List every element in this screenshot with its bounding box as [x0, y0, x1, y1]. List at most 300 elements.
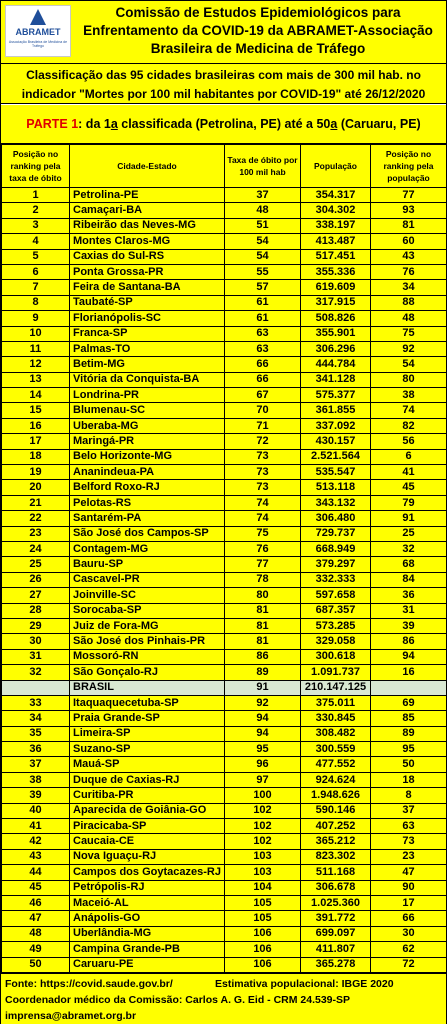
cell-rate: 73 — [225, 449, 301, 464]
cell-rank: 8 — [2, 295, 70, 310]
cell-rate: 51 — [225, 218, 301, 233]
cell-city: Vitória da Conquista-BA — [70, 372, 225, 387]
cell-population: 1.025.360 — [301, 895, 371, 910]
cell-rank: 2 — [2, 203, 70, 218]
table-row — [2, 264, 447, 279]
cell-rate: 71 — [225, 418, 301, 433]
cell-city: São Gonçalo-RJ — [70, 665, 225, 680]
table-row — [2, 880, 447, 895]
cell-rate: 106 — [225, 926, 301, 941]
table-row — [2, 695, 447, 710]
table-row — [2, 372, 447, 387]
cell-rank: 10 — [2, 326, 70, 341]
cell-city: São José dos Pinhais-PR — [70, 634, 225, 649]
table-row — [2, 203, 447, 218]
subtitle-line: indicador "Mortes por 100 mil habitantes por COVID-19" até 26/12/2020 — [21, 87, 426, 101]
cell-city: Maceió-AL — [70, 895, 225, 910]
cell-rate: 94 — [225, 726, 301, 741]
cell-pop-rank: 69 — [371, 695, 447, 710]
page-title — [73, 4, 443, 58]
table-row — [2, 326, 447, 341]
cell-pop-rank: 50 — [371, 757, 447, 772]
cell-rate: 37 — [225, 188, 301, 203]
cell-pop-rank: 34 — [371, 280, 447, 295]
table-row — [2, 618, 447, 633]
cell-population: 332.333 — [301, 572, 371, 587]
table-row — [2, 188, 447, 203]
table-row — [2, 280, 447, 295]
cell-rank: 42 — [2, 834, 70, 849]
cell-rate: 61 — [225, 295, 301, 310]
cell-pop-rank: 18 — [371, 772, 447, 787]
cell-population: 304.302 — [301, 203, 371, 218]
cell-rank: 5 — [2, 249, 70, 264]
cell-city: Blumenau-SC — [70, 403, 225, 418]
table-row — [2, 942, 447, 957]
cell-pop-rank: 66 — [371, 911, 447, 926]
part-text-b: classificada (Petrolina, PE) até a 50 — [117, 117, 331, 131]
cell-pop-rank: 81 — [371, 218, 447, 233]
cell-city: Itaquaquecetuba-SP — [70, 695, 225, 710]
part-ordinal-a: a — [110, 117, 118, 131]
cell-pop-rank: 38 — [371, 388, 447, 403]
cell-rank: 32 — [2, 665, 70, 680]
table-row — [2, 957, 447, 972]
table-row — [2, 526, 447, 541]
cell-rate: 70 — [225, 403, 301, 418]
cell-population: 619.609 — [301, 280, 371, 295]
subtitle-line: Classificação das 95 cidades brasileiras com mais de 300 mil hab. no — [26, 68, 421, 82]
cell-pop-rank: 39 — [371, 618, 447, 633]
cell-pop-rank: 31 — [371, 603, 447, 618]
cell-population: 1.091.737 — [301, 665, 371, 680]
cell-city: Santarém-PA — [70, 511, 225, 526]
table-row — [2, 572, 447, 587]
cell-rate: 89 — [225, 665, 301, 680]
cell-city: Franca-SP — [70, 326, 225, 341]
cell-city: Ponta Grossa-PR — [70, 264, 225, 279]
cell-population: 355.901 — [301, 326, 371, 341]
cell-population: 365.278 — [301, 957, 371, 972]
cell-rank: 34 — [2, 711, 70, 726]
table-row — [2, 434, 447, 449]
col-header-rank: Posição no ranking pela taxa de óbito — [2, 145, 70, 188]
title-line: Brasileira de Medicina de Tráfego — [150, 41, 366, 56]
cell-population: 517.451 — [301, 249, 371, 264]
cell-city: Piracicaba-SP — [70, 819, 225, 834]
cell-rank: 47 — [2, 911, 70, 926]
cell-city: Joinville-SC — [70, 588, 225, 603]
cell-rank: 15 — [2, 403, 70, 418]
cell-rate: 54 — [225, 234, 301, 249]
cell-population: 354.317 — [301, 188, 371, 203]
table-header-row — [2, 145, 447, 188]
cell-city: Caxias do Sul-RS — [70, 249, 225, 264]
table-row — [2, 311, 447, 326]
cell-rank: 20 — [2, 480, 70, 495]
table-row — [2, 234, 447, 249]
cell-rate: 81 — [225, 618, 301, 633]
footer-coordinator: Coordenador médico da Comissão: Carlos A. G. Eid - CRM 24.539-SP — [5, 994, 351, 1006]
table-row — [2, 649, 447, 664]
cell-pop-rank: 32 — [371, 541, 447, 556]
cell-pop-rank: 17 — [371, 895, 447, 910]
cell-population: 306.296 — [301, 341, 371, 356]
cell-rank: 44 — [2, 865, 70, 880]
cell-city: Belford Roxo-RJ — [70, 480, 225, 495]
cell-rate: 95 — [225, 742, 301, 757]
cell-rate: 106 — [225, 942, 301, 957]
cell-rate: 94 — [225, 711, 301, 726]
cell-population: 575.377 — [301, 388, 371, 403]
cell-population: 341.128 — [301, 372, 371, 387]
cell-pop-rank: 95 — [371, 742, 447, 757]
table-row — [2, 218, 447, 233]
table-row — [2, 388, 447, 403]
cell-city: Uberlândia-MG — [70, 926, 225, 941]
logo-name: ABRAMET — [15, 27, 61, 37]
cell-rank: 9 — [2, 311, 70, 326]
cell-rank: 26 — [2, 572, 70, 587]
part-text-c: (Caruaru, PE) — [337, 117, 421, 131]
brasil-row — [2, 680, 447, 695]
cell-population: 699.097 — [301, 926, 371, 941]
cell-rate: 106 — [225, 957, 301, 972]
cell-rate: 92 — [225, 695, 301, 710]
table-row — [2, 495, 447, 510]
cell-pop-rank: 23 — [371, 849, 447, 864]
cell-pop-rank: 30 — [371, 926, 447, 941]
cell-city: Maringá-PR — [70, 434, 225, 449]
cell-pop-rank: 91 — [371, 511, 447, 526]
cell-pop-rank: 74 — [371, 403, 447, 418]
cell-city: Taubaté-SP — [70, 295, 225, 310]
cell-pop-rank: 56 — [371, 434, 447, 449]
cell-rate: 67 — [225, 388, 301, 403]
cell-pop-rank: 88 — [371, 295, 447, 310]
cell-city: Florianópolis-SC — [70, 311, 225, 326]
cell-pop-rank: 8 — [371, 788, 447, 803]
cell-population: 300.618 — [301, 649, 371, 664]
cell-rate: 61 — [225, 311, 301, 326]
cell-population: 511.168 — [301, 865, 371, 880]
cell-pop-rank: 45 — [371, 480, 447, 495]
cell-population: 365.212 — [301, 834, 371, 849]
header — [1, 1, 446, 64]
table-row — [2, 634, 447, 649]
cell-rank: 4 — [2, 234, 70, 249]
cell-rate: 66 — [225, 357, 301, 372]
cell-city: Ribeirão das Neves-MG — [70, 218, 225, 233]
cell-population: 317.915 — [301, 295, 371, 310]
cell-city: Campina Grande-PB — [70, 942, 225, 957]
cell-population: 668.949 — [301, 541, 371, 556]
cell-population: 924.624 — [301, 772, 371, 787]
cell-pop-rank — [371, 680, 447, 695]
cell-city: Duque de Caxias-RJ — [70, 772, 225, 787]
cell-rank: 46 — [2, 895, 70, 910]
cell-pop-rank: 68 — [371, 557, 447, 572]
cell-pop-rank: 86 — [371, 634, 447, 649]
table-row — [2, 772, 447, 787]
table-row — [2, 926, 447, 941]
table-row — [2, 541, 447, 556]
table-row — [2, 865, 447, 880]
cell-city: Caucaia-CE — [70, 834, 225, 849]
cell-population: 300.559 — [301, 742, 371, 757]
cell-population: 329.058 — [301, 634, 371, 649]
table-row — [2, 465, 447, 480]
cell-city: Feira de Santana-BA — [70, 280, 225, 295]
cell-population: 411.807 — [301, 942, 371, 957]
cell-pop-rank: 93 — [371, 203, 447, 218]
table-row — [2, 511, 447, 526]
cell-rate: 74 — [225, 495, 301, 510]
abramet-logo — [5, 5, 71, 57]
cell-population: 535.547 — [301, 465, 371, 480]
table-row — [2, 819, 447, 834]
cell-rank: 1 — [2, 188, 70, 203]
cell-city: Montes Claros-MG — [70, 234, 225, 249]
footer — [1, 973, 446, 1024]
title-line: Enfrentamento da COVID-19 da ABRAMET-Associação — [83, 23, 433, 38]
cell-population: 375.011 — [301, 695, 371, 710]
cell-pop-rank: 82 — [371, 418, 447, 433]
cell-rank: 30 — [2, 634, 70, 649]
col-header-city: Cidade-Estado — [70, 145, 225, 188]
footer-email: imprensa@abramet.org.br — [5, 1010, 137, 1022]
part-ordinal-b: a — [330, 117, 338, 131]
cell-city: São José dos Campos-SP — [70, 526, 225, 541]
table-row — [2, 911, 447, 926]
table-row — [2, 895, 447, 910]
cell-city: Belo Horizonte-MG — [70, 449, 225, 464]
cell-rank: 36 — [2, 742, 70, 757]
cell-rank: 31 — [2, 649, 70, 664]
cell-pop-rank: 80 — [371, 372, 447, 387]
cell-rate: 66 — [225, 372, 301, 387]
cell-rank: 7 — [2, 280, 70, 295]
cell-rank: 45 — [2, 880, 70, 895]
cell-pop-rank: 60 — [371, 234, 447, 249]
cell-city: Contagem-MG — [70, 541, 225, 556]
cell-rank: 37 — [2, 757, 70, 772]
cell-city: Caruaru-PE — [70, 957, 225, 972]
cell-population: 379.297 — [301, 557, 371, 572]
cell-population: 508.826 — [301, 311, 371, 326]
cell-population: 477.552 — [301, 757, 371, 772]
cell-population: 430.157 — [301, 434, 371, 449]
cell-rank: 29 — [2, 618, 70, 633]
cell-pop-rank: 16 — [371, 665, 447, 680]
cell-rate: 74 — [225, 511, 301, 526]
cell-rank: 21 — [2, 495, 70, 510]
cell-rate: 105 — [225, 895, 301, 910]
cell-rank — [2, 680, 70, 695]
logo-triangle-icon — [30, 9, 46, 25]
cell-city: Pelotas-RS — [70, 495, 225, 510]
col-header-pop-rank: Posição no ranking pela população — [371, 145, 447, 188]
table-row — [2, 418, 447, 433]
footer-source: Fonte: https://covid.saude.gov.br/ — [5, 978, 173, 990]
table-row — [2, 834, 447, 849]
cell-rank: 25 — [2, 557, 70, 572]
cell-city: Praia Grande-SP — [70, 711, 225, 726]
cell-rate: 75 — [225, 526, 301, 541]
cell-rate: 102 — [225, 803, 301, 818]
table-row — [2, 711, 447, 726]
footer-estimate: Estimativa populacional: IBGE 2020 — [215, 978, 394, 990]
cell-pop-rank: 41 — [371, 465, 447, 480]
cell-rate: 57 — [225, 280, 301, 295]
table-row — [2, 588, 447, 603]
table-row — [2, 803, 447, 818]
cell-rate: 48 — [225, 203, 301, 218]
cell-rank: 43 — [2, 849, 70, 864]
cell-city: Ananindeua-PA — [70, 465, 225, 480]
cell-rank: 24 — [2, 541, 70, 556]
cell-rank: 22 — [2, 511, 70, 526]
cell-rank: 48 — [2, 926, 70, 941]
cell-population: 2.521.564 — [301, 449, 371, 464]
cell-population: 306.678 — [301, 880, 371, 895]
cell-rank: 12 — [2, 357, 70, 372]
cell-population: 413.487 — [301, 234, 371, 249]
cell-rate: 81 — [225, 634, 301, 649]
cell-pop-rank: 89 — [371, 726, 447, 741]
cell-city: Aparecida de Goiânia-GO — [70, 803, 225, 818]
ranking-table — [1, 144, 447, 973]
cell-rank: 40 — [2, 803, 70, 818]
cell-rank: 3 — [2, 218, 70, 233]
cell-pop-rank: 75 — [371, 326, 447, 341]
cell-city: Bauru-SP — [70, 557, 225, 572]
cell-rank: 23 — [2, 526, 70, 541]
cell-pop-rank: 48 — [371, 311, 447, 326]
cell-city: Curitiba-PR — [70, 788, 225, 803]
cell-rate: 77 — [225, 557, 301, 572]
cell-city: Londrina-PR — [70, 388, 225, 403]
cell-rank: 50 — [2, 957, 70, 972]
col-header-population: População — [301, 145, 371, 188]
cell-city: Mauá-SP — [70, 757, 225, 772]
cell-pop-rank: 6 — [371, 449, 447, 464]
cell-rank: 41 — [2, 819, 70, 834]
cell-city: Nova Iguaçu-RJ — [70, 849, 225, 864]
cell-pop-rank: 62 — [371, 942, 447, 957]
table-row — [2, 849, 447, 864]
table-row — [2, 726, 447, 741]
table-row — [2, 295, 447, 310]
table-row — [2, 603, 447, 618]
subtitle — [1, 64, 446, 104]
cell-pop-rank: 73 — [371, 834, 447, 849]
cell-rate: 76 — [225, 541, 301, 556]
cell-city: Sorocaba-SP — [70, 603, 225, 618]
cell-city: Petrópolis-RJ — [70, 880, 225, 895]
table-row — [2, 557, 447, 572]
cell-population: 513.118 — [301, 480, 371, 495]
cell-city: Betim-MG — [70, 357, 225, 372]
cell-rate: 86 — [225, 649, 301, 664]
part-text-a: : da 1 — [78, 117, 111, 131]
cell-population: 687.357 — [301, 603, 371, 618]
cell-city: Suzano-SP — [70, 742, 225, 757]
cell-pop-rank: 72 — [371, 957, 447, 972]
cell-city: Campos dos Goytacazes-RJ — [70, 865, 225, 880]
cell-rate: 103 — [225, 865, 301, 880]
cell-rank: 16 — [2, 418, 70, 433]
cell-pop-rank: 25 — [371, 526, 447, 541]
table-row — [2, 665, 447, 680]
cell-rate: 100 — [225, 788, 301, 803]
cell-population: 597.658 — [301, 588, 371, 603]
part-label: PARTE 1 — [26, 117, 79, 131]
cell-city: BRASIL — [70, 680, 225, 695]
cell-rate: 105 — [225, 911, 301, 926]
cell-rate: 80 — [225, 588, 301, 603]
cell-pop-rank: 54 — [371, 357, 447, 372]
cell-city: Anápolis-GO — [70, 911, 225, 926]
table-row — [2, 757, 447, 772]
cell-rate: 104 — [225, 880, 301, 895]
table-row — [2, 480, 447, 495]
cell-rank: 17 — [2, 434, 70, 449]
cell-population: 407.252 — [301, 819, 371, 834]
cell-pop-rank: 84 — [371, 572, 447, 587]
cell-population: 823.302 — [301, 849, 371, 864]
cell-population: 361.855 — [301, 403, 371, 418]
cell-pop-rank: 77 — [371, 188, 447, 203]
cell-rate: 63 — [225, 326, 301, 341]
cell-rate: 97 — [225, 772, 301, 787]
cell-pop-rank: 94 — [371, 649, 447, 664]
cell-rate: 102 — [225, 819, 301, 834]
cell-city: Cascavel-PR — [70, 572, 225, 587]
title-line: Comissão de Estudos Epidemiológicos para — [115, 5, 401, 20]
cell-pop-rank: 79 — [371, 495, 447, 510]
table-row — [2, 357, 447, 372]
cell-rank: 35 — [2, 726, 70, 741]
cell-rank: 19 — [2, 465, 70, 480]
table-row — [2, 788, 447, 803]
cell-population: 355.336 — [301, 264, 371, 279]
cell-pop-rank: 37 — [371, 803, 447, 818]
logo-subtitle: Associação Brasileira de Medicina de Tráfego — [8, 40, 68, 48]
cell-rank: 28 — [2, 603, 70, 618]
cell-city: Camaçari-BA — [70, 203, 225, 218]
cell-rank: 39 — [2, 788, 70, 803]
cell-population: 338.197 — [301, 218, 371, 233]
cell-population: 1.948.626 — [301, 788, 371, 803]
cell-population: 210.147.125 — [301, 680, 371, 695]
cell-rate: 103 — [225, 849, 301, 864]
cell-pop-rank: 76 — [371, 264, 447, 279]
cell-city: Juiz de Fora-MG — [70, 618, 225, 633]
cell-rate: 72 — [225, 434, 301, 449]
cell-rank: 14 — [2, 388, 70, 403]
cell-pop-rank: 85 — [371, 711, 447, 726]
col-header-rate: Taxa de óbito por 100 mil hab — [225, 145, 301, 188]
cell-rate: 78 — [225, 572, 301, 587]
cell-pop-rank: 90 — [371, 880, 447, 895]
cell-pop-rank: 47 — [371, 865, 447, 880]
cell-population: 391.772 — [301, 911, 371, 926]
cell-pop-rank: 36 — [371, 588, 447, 603]
table-body — [2, 188, 447, 973]
cell-rank: 33 — [2, 695, 70, 710]
cell-rank: 11 — [2, 341, 70, 356]
